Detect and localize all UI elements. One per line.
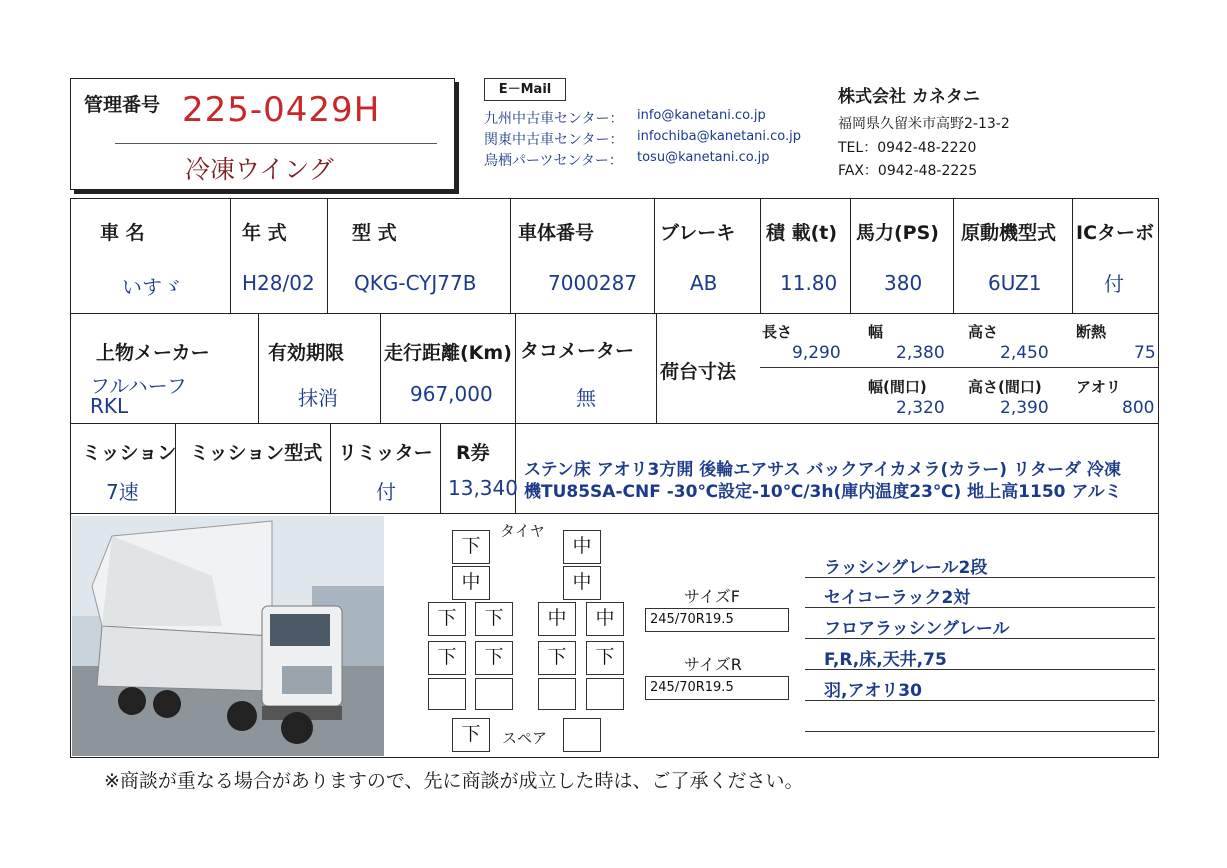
value-width: 2,380 — [896, 343, 945, 363]
equipment-underline — [805, 731, 1155, 732]
tire-spare-1: 下 — [452, 718, 490, 752]
tire-rear-1c: 中 — [538, 602, 576, 636]
value-mission: 7速 — [106, 480, 139, 504]
tire-spare-2 — [563, 718, 601, 752]
r1-vline — [230, 198, 231, 313]
label-mileage: 走行距離(Km) — [384, 342, 512, 364]
label-horsepower: 馬力(PS) — [856, 222, 939, 244]
value-car-name: いすゞ — [122, 275, 182, 299]
spare-label: スペア — [502, 729, 548, 747]
value-payload: 11.80 — [780, 271, 838, 295]
r1-vline — [1072, 198, 1073, 313]
label-width: 幅 — [868, 323, 884, 341]
tire-rear-1d: 中 — [586, 602, 624, 636]
tire-front-left-1: 下 — [452, 530, 490, 564]
r2-vline — [515, 313, 516, 423]
body-type: 冷凍ウイング — [185, 155, 334, 184]
center-email-1[interactable]: info@kanetani.co.jp — [637, 108, 766, 123]
equipment-item: 羽,アオリ30 — [824, 681, 922, 701]
label-year: 年 式 — [242, 222, 287, 244]
size-r-value: 245/70R19.5 — [645, 676, 789, 700]
tire-rear-3a — [428, 678, 466, 710]
value-model: QKG-CYJ77B — [354, 271, 477, 295]
footer-note: ※商談が重なる場合がありますので、先に商談が成立した時は、ご了承ください。 — [104, 770, 804, 792]
tire-front-right-2: 中 — [563, 566, 601, 600]
size-f-value: 245/70R19.5 — [645, 608, 789, 632]
company-name: 株式会社 カネタニ — [838, 87, 980, 107]
label-limiter: リミッター — [338, 442, 433, 464]
mgmt-label: 管理番号 — [84, 94, 161, 116]
value-length: 9,290 — [792, 343, 841, 363]
tire-rear-3c — [538, 678, 576, 710]
label-car-name: 車 名 — [100, 222, 145, 244]
tire-rear-2b: 下 — [475, 641, 513, 675]
label-inner-width: 幅(間口) — [868, 378, 927, 396]
value-body-maker-1: フルハーフ — [90, 374, 187, 398]
value-tachometer: 無 — [576, 386, 596, 410]
value-inner-width: 2,320 — [896, 398, 945, 418]
row3-divider — [70, 513, 1159, 514]
tire-rear-1b: 下 — [475, 602, 513, 636]
equipment-item: F,R,床,天井,75 — [824, 650, 947, 670]
notes-line-1: ステン床 アオリ3方開 後輪エアサス バックアイカメラ(カラー) リターダ 冷凍 — [524, 460, 1121, 480]
tire-label: タイヤ — [500, 522, 545, 540]
row1-divider — [70, 313, 1159, 314]
tire-rear-3d — [586, 678, 624, 710]
tire-rear-2d: 下 — [586, 641, 624, 675]
value-engine: 6UZ1 — [988, 271, 1042, 295]
r1-vline — [654, 198, 655, 313]
tire-rear-3b — [475, 678, 513, 710]
label-brake: ブレーキ — [660, 222, 736, 244]
value-ic-turbo: 付 — [1104, 272, 1124, 296]
size-r-label: サイズR — [684, 655, 742, 674]
r3-vline — [330, 423, 331, 513]
company-tel: TEL：0942-48-2220 — [838, 140, 977, 156]
r2-vline — [656, 313, 657, 423]
label-cargo-dims: 荷台寸法 — [660, 361, 737, 383]
equipment-underline — [805, 669, 1155, 670]
label-length: 長さ — [762, 323, 793, 341]
label-model: 型 式 — [352, 222, 397, 244]
value-chassis: 7000287 — [548, 271, 638, 295]
r1-vline — [760, 198, 761, 313]
label-engine: 原動機型式 — [961, 222, 1057, 244]
mgmt-number: 225-0429H — [182, 90, 381, 130]
truck-photo — [72, 516, 384, 756]
equipment-item: セイコーラック2対 — [824, 588, 971, 608]
center-name-2: 関東中古車センター： — [484, 132, 624, 148]
tire-rear-2c: 下 — [538, 641, 576, 675]
value-r-ticket: 13,340 — [448, 476, 518, 500]
r1-vline — [850, 198, 851, 313]
center-email-3[interactable]: tosu@kanetani.co.jp — [637, 150, 770, 165]
value-aori: 800 — [1122, 398, 1155, 418]
label-expiry: 有効期限 — [268, 342, 345, 364]
tire-rear-1a: 下 — [428, 602, 466, 636]
r1-vline — [327, 198, 328, 313]
r2-vline — [258, 313, 259, 423]
label-tachometer: タコメーター — [520, 340, 635, 362]
r1-vline — [953, 198, 954, 313]
row2-divider — [70, 423, 1159, 424]
tire-front-right-1: 中 — [563, 530, 601, 564]
email-label-box: E－Mail — [484, 78, 566, 101]
value-year: H28/02 — [242, 271, 315, 295]
tire-rear-2a: 下 — [428, 641, 466, 675]
value-inner-height: 2,390 — [1000, 398, 1049, 418]
equipment-underline — [805, 607, 1155, 608]
label-r-ticket: R券 — [456, 442, 490, 464]
label-mission: ミッション — [82, 442, 177, 464]
notes-line-2: 機TU85SA-CNF -30℃設定-10℃/3h(庫内温度23℃) 地上高1150 アルミ — [524, 482, 1122, 502]
label-payload: 積 載(t) — [766, 222, 838, 244]
label-ic-turbo: ICターボ — [1076, 222, 1155, 244]
label-mission-type: ミッション型式 — [190, 442, 323, 464]
value-height: 2,450 — [1000, 343, 1049, 363]
label-insulation: 断熱 — [1076, 323, 1107, 341]
center-email-2[interactable]: infochiba@kanetani.co.jp — [637, 129, 802, 144]
mgmt-divider — [115, 143, 437, 144]
center-name-3: 鳥栖パーツセンター： — [484, 153, 623, 169]
value-limiter: 付 — [376, 480, 396, 504]
tire-front-left-2: 中 — [452, 566, 490, 600]
company-address: 福岡県久留米市高野2-13-2 — [838, 116, 1010, 132]
equipment-item: フロアラッシングレール — [824, 619, 1010, 639]
label-body-maker: 上物メーカー — [96, 342, 210, 364]
label-chassis: 車体番号 — [518, 222, 595, 244]
equipment-underline — [805, 700, 1155, 701]
dims-underline — [760, 367, 1158, 368]
label-height: 高さ — [968, 323, 999, 341]
label-aori: アオリ — [1076, 378, 1121, 396]
size-f-label: サイズF — [684, 587, 740, 606]
company-fax: FAX：0942-48-2225 — [838, 163, 978, 179]
value-expiry: 抹消 — [298, 386, 338, 410]
r2-vline — [380, 313, 381, 423]
value-mileage: 967,000 — [410, 382, 493, 406]
value-insulation: 75 — [1134, 343, 1156, 363]
value-brake: AB — [690, 271, 718, 295]
value-body-maker-2: RKL — [90, 394, 129, 418]
value-horsepower: 380 — [884, 271, 923, 295]
equipment-underline — [805, 577, 1155, 578]
equipment-underline — [805, 638, 1155, 639]
r1-vline — [510, 198, 511, 313]
center-name-1: 九州中古車センター： — [484, 111, 624, 127]
label-inner-height: 高さ(間口) — [968, 378, 1042, 396]
r3-vline — [175, 423, 176, 513]
r3-vline — [440, 423, 441, 513]
equipment-item: ラッシングレール2段 — [824, 558, 988, 578]
